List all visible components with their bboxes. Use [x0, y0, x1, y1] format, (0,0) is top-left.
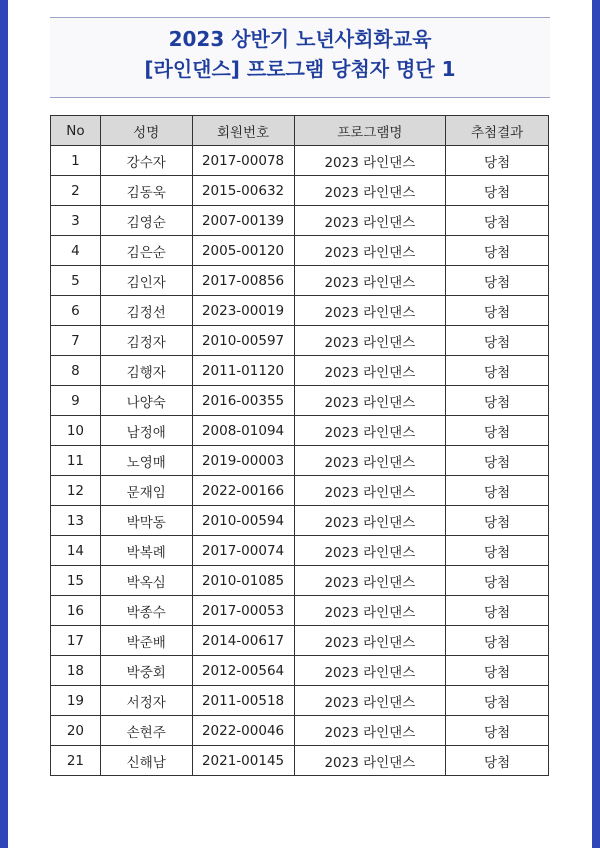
cell-name: 박준배 — [100, 626, 192, 656]
cell-name: 박종수 — [100, 596, 192, 626]
cell-no: 5 — [51, 266, 101, 296]
cell-program: 2023 라인댄스 — [294, 746, 446, 776]
cell-result: 당첨 — [446, 176, 549, 206]
cell-no: 6 — [51, 296, 101, 326]
cell-no: 21 — [51, 746, 101, 776]
table-row — [51, 416, 549, 446]
cell-no: 10 — [51, 416, 101, 446]
cell-name: 박옥심 — [100, 566, 192, 596]
page-frame-right — [592, 0, 600, 848]
cell-no: 20 — [51, 716, 101, 746]
cell-member-id: 2019-00003 — [192, 446, 294, 476]
cell-result: 당첨 — [446, 596, 549, 626]
column-header-no: No — [51, 116, 101, 146]
table-row — [51, 506, 549, 536]
cell-member-id: 2012-00564 — [192, 656, 294, 686]
cell-result: 당첨 — [446, 656, 549, 686]
cell-name: 나양숙 — [100, 386, 192, 416]
cell-result: 당첨 — [446, 236, 549, 266]
cell-program: 2023 라인댄스 — [294, 686, 446, 716]
cell-program: 2023 라인댄스 — [294, 416, 446, 446]
cell-program: 2023 라인댄스 — [294, 296, 446, 326]
table-row — [51, 656, 549, 686]
cell-member-id: 2023-00019 — [192, 296, 294, 326]
cell-program: 2023 라인댄스 — [294, 176, 446, 206]
cell-no: 8 — [51, 356, 101, 386]
winners-table — [50, 115, 549, 776]
cell-program: 2023 라인댄스 — [294, 506, 446, 536]
column-header-member-id: 회원번호 — [192, 116, 294, 146]
table-row — [51, 356, 549, 386]
cell-result: 당첨 — [446, 506, 549, 536]
cell-member-id: 2015-00632 — [192, 176, 294, 206]
cell-member-id: 2016-00355 — [192, 386, 294, 416]
cell-program: 2023 라인댄스 — [294, 536, 446, 566]
cell-program: 2023 라인댄스 — [294, 326, 446, 356]
cell-member-id: 2010-00594 — [192, 506, 294, 536]
cell-name: 김정자 — [100, 326, 192, 356]
cell-name: 손현주 — [100, 716, 192, 746]
cell-no: 12 — [51, 476, 101, 506]
cell-program: 2023 라인댄스 — [294, 146, 446, 176]
cell-name: 신해남 — [100, 746, 192, 776]
cell-name: 김동욱 — [100, 176, 192, 206]
title-block — [50, 17, 550, 98]
table-row — [51, 716, 549, 746]
cell-result: 당첨 — [446, 476, 549, 506]
cell-result: 당첨 — [446, 716, 549, 746]
cell-result: 당첨 — [446, 386, 549, 416]
cell-member-id: 2021-00145 — [192, 746, 294, 776]
table-row — [51, 626, 549, 656]
cell-result: 당첨 — [446, 416, 549, 446]
cell-no: 14 — [51, 536, 101, 566]
cell-member-id: 2022-00166 — [192, 476, 294, 506]
cell-program: 2023 라인댄스 — [294, 596, 446, 626]
cell-result: 당첨 — [446, 146, 549, 176]
cell-program: 2023 라인댄스 — [294, 476, 446, 506]
cell-member-id: 2007-00139 — [192, 206, 294, 236]
cell-result: 당첨 — [446, 686, 549, 716]
cell-no: 2 — [51, 176, 101, 206]
table-header-row — [51, 116, 549, 146]
cell-name: 김정선 — [100, 296, 192, 326]
table-row — [51, 446, 549, 476]
table-body — [51, 146, 549, 776]
cell-member-id: 2011-00518 — [192, 686, 294, 716]
cell-program: 2023 라인댄스 — [294, 386, 446, 416]
cell-no: 3 — [51, 206, 101, 236]
cell-name: 강수자 — [100, 146, 192, 176]
cell-name: 김영순 — [100, 206, 192, 236]
cell-member-id: 2005-00120 — [192, 236, 294, 266]
table-row — [51, 566, 549, 596]
cell-name: 김인자 — [100, 266, 192, 296]
cell-result: 당첨 — [446, 356, 549, 386]
table-row — [51, 326, 549, 356]
cell-result: 당첨 — [446, 536, 549, 566]
page-title: 2023 상반기 노년사회화교육 — [168, 27, 432, 51]
cell-no: 13 — [51, 506, 101, 536]
cell-program: 2023 라인댄스 — [294, 716, 446, 746]
cell-program: 2023 라인댄스 — [294, 206, 446, 236]
cell-member-id: 2011-01120 — [192, 356, 294, 386]
table-row — [51, 476, 549, 506]
column-header-result: 추첨결과 — [446, 116, 549, 146]
cell-program: 2023 라인댄스 — [294, 356, 446, 386]
cell-no: 11 — [51, 446, 101, 476]
cell-member-id: 2017-00856 — [192, 266, 294, 296]
cell-name: 문재임 — [100, 476, 192, 506]
column-header-program: 프로그램명 — [294, 116, 446, 146]
cell-name: 박중회 — [100, 656, 192, 686]
cell-program: 2023 라인댄스 — [294, 656, 446, 686]
cell-program: 2023 라인댄스 — [294, 566, 446, 596]
cell-result: 당첨 — [446, 626, 549, 656]
cell-member-id: 2010-00597 — [192, 326, 294, 356]
cell-result: 당첨 — [446, 206, 549, 236]
table-row — [51, 536, 549, 566]
cell-member-id: 2017-00053 — [192, 596, 294, 626]
cell-member-id: 2017-00078 — [192, 146, 294, 176]
cell-member-id: 2010-01085 — [192, 566, 294, 596]
cell-result: 당첨 — [446, 746, 549, 776]
cell-member-id: 2008-01094 — [192, 416, 294, 446]
table-row — [51, 266, 549, 296]
cell-program: 2023 라인댄스 — [294, 236, 446, 266]
cell-name: 김은순 — [100, 236, 192, 266]
cell-program: 2023 라인댄스 — [294, 266, 446, 296]
cell-no: 4 — [51, 236, 101, 266]
page-subtitle: [라인댄스] 프로그램 당첨자 명단 1 — [144, 57, 456, 81]
cell-no: 7 — [51, 326, 101, 356]
table-row — [51, 146, 549, 176]
cell-name: 김행자 — [100, 356, 192, 386]
cell-result: 당첨 — [446, 446, 549, 476]
table-row — [51, 746, 549, 776]
cell-member-id: 2022-00046 — [192, 716, 294, 746]
cell-no: 9 — [51, 386, 101, 416]
table-row — [51, 176, 549, 206]
column-header-name: 성명 — [100, 116, 192, 146]
table-row — [51, 596, 549, 626]
cell-member-id: 2017-00074 — [192, 536, 294, 566]
table-row — [51, 386, 549, 416]
table-row — [51, 296, 549, 326]
cell-name: 서정자 — [100, 686, 192, 716]
cell-no: 16 — [51, 596, 101, 626]
table-row — [51, 686, 549, 716]
cell-program: 2023 라인댄스 — [294, 446, 446, 476]
cell-no: 15 — [51, 566, 101, 596]
cell-name: 박복례 — [100, 536, 192, 566]
page-frame-left — [0, 0, 8, 848]
cell-name: 노영매 — [100, 446, 192, 476]
cell-member-id: 2014-00617 — [192, 626, 294, 656]
cell-name: 박막동 — [100, 506, 192, 536]
cell-result: 당첨 — [446, 266, 549, 296]
table-row — [51, 206, 549, 236]
cell-name: 남정애 — [100, 416, 192, 446]
cell-result: 당첨 — [446, 326, 549, 356]
cell-result: 당첨 — [446, 566, 549, 596]
cell-program: 2023 라인댄스 — [294, 626, 446, 656]
cell-no: 19 — [51, 686, 101, 716]
cell-no: 17 — [51, 626, 101, 656]
cell-result: 당첨 — [446, 296, 549, 326]
cell-no: 18 — [51, 656, 101, 686]
table-row — [51, 236, 549, 266]
cell-no: 1 — [51, 146, 101, 176]
